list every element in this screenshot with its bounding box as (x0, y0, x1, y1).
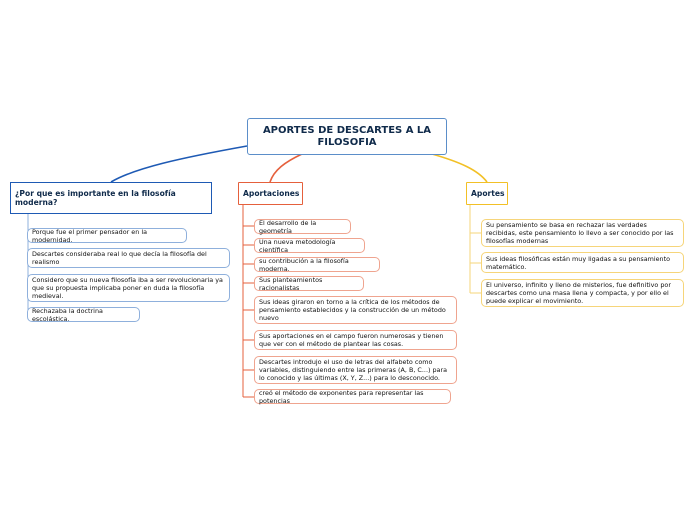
aportaciones-item-8[interactable]: creó el método de exponentes para representar las potencias (254, 389, 451, 404)
aportaciones-item-7[interactable]: Descartes introdujo el uso de letras del alfabeto como variables, distinguiendo entre las primeras (A, B, C...) para lo conocido y las últimas (X, Y, Z...) para lo desconocido. (254, 356, 457, 384)
importance-item-4[interactable]: Rechazaba la doctrina escolástica. (27, 307, 140, 322)
aportes-item-1[interactable]: Su pensamiento se basa en rechazar las verdades recibidas, este pensamiento lo llevo a ser conocido por las filosofías modernas (481, 219, 684, 247)
importance-item-2[interactable]: Descartes consideraba real lo que decía la filosofía del realismo (27, 248, 230, 268)
importance-item-1[interactable]: Porque fue el primer pensador en la modernidad. (27, 228, 187, 243)
aportaciones-item-5[interactable]: Sus ideas giraron en torno a la crítica de los métodos de pensamiento establecidos y la construcción de un método nuevo (254, 296, 457, 324)
branch-aportaciones-title[interactable]: Aportaciones (238, 182, 303, 205)
link-root-branch-3 (432, 154, 487, 182)
central-topic[interactable]: APORTES DE DESCARTES A LA FILOSOFIA (247, 118, 447, 155)
aportaciones-item-2[interactable]: Una nueva metodología científica (254, 238, 365, 253)
branch-importance-title[interactable]: ¿Por que es importante en la filosofía moderna? (10, 182, 212, 214)
aportaciones-item-4[interactable]: Sus planteamientos racionalistas (254, 276, 364, 291)
importance-item-3[interactable]: Considero que su nueva filosofía iba a ser revolucionaria ya que su propuesta implicaba poner en duda la filosofía medieval. (27, 274, 230, 302)
link-root-branch-1 (111, 146, 247, 182)
aportaciones-item-1[interactable]: El desarrollo de la geometría (254, 219, 351, 234)
aportaciones-item-3[interactable]: su contribución a la filosofía moderna. (254, 257, 380, 272)
aportaciones-item-6[interactable]: Sus aportaciones en el campo fueron numerosas y tienen que ver con el método de plantear las cosas. (254, 330, 457, 350)
aportes-item-2[interactable]: Sus ideas filosóficas están muy ligadas a su pensamiento matemático. (481, 252, 684, 273)
link-root-branch-2 (270, 154, 302, 182)
branch-aportes-title[interactable]: Aportes (466, 182, 508, 205)
aportes-item-3[interactable]: El universo, infinito y lleno de misterios, fue definitivo por descartes como una masa llena y compacta, y por ello el puede explicar el movimiento. (481, 279, 684, 307)
